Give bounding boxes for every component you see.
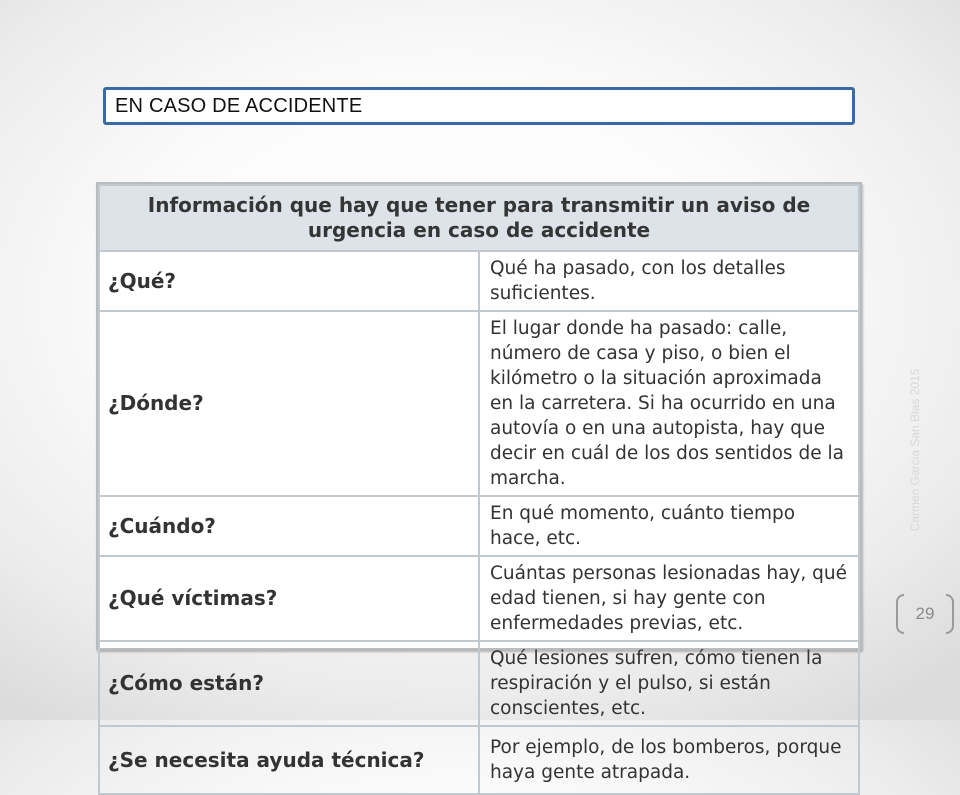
question-cell: ¿Dónde?: [99, 311, 479, 496]
answer-cell: Qué lesiones sufren, cómo tienen la respiración y el pulso, si están conscientes, etc.: [479, 641, 859, 726]
question-cell: ¿Cómo están?: [99, 641, 479, 726]
answer-cell: Por ejemplo, de los bomberos, porque haya gente atrapada.: [479, 726, 859, 794]
answer-cell: El lugar donde ha pasado: calle, número de casa y piso, o bien el kilómetro o la situación aproximada en la carretera. Si ha ocurrido en una autovía o en una autopista, hay que decir en cuál de los dos sentidos de la marcha.: [479, 311, 859, 496]
table-header: Información que hay que tener para transmitir un aviso de urgencia en caso de accidente: [99, 185, 859, 251]
table-row: [99, 556, 859, 641]
slide-title: EN CASO DE ACCIDENTE: [115, 94, 363, 117]
answer-cell: Cuántas personas lesionadas hay, qué edad tienen, si hay gente con enfermedades previas, etc.: [479, 556, 859, 641]
answer-cell: Qué ha pasado, con los detalles suficientes.: [479, 251, 859, 311]
question-cell: ¿Qué víctimas?: [99, 556, 479, 641]
table-row: [99, 251, 859, 311]
right-bracket-icon: [946, 594, 954, 634]
table-row: [99, 641, 859, 726]
table-row: [99, 726, 859, 794]
table-row: [99, 496, 859, 556]
page-number-badge: [896, 594, 954, 634]
page-number: 29: [915, 604, 935, 623]
info-table-image: [96, 182, 862, 783]
left-bracket-icon: [896, 594, 904, 634]
slide-title-box: [103, 87, 855, 125]
answer-cell: En qué momento, cuánto tiempo hace, etc.: [479, 496, 859, 556]
question-cell: ¿Se necesita ayuda técnica?: [99, 726, 479, 794]
table-row: [99, 311, 859, 496]
emergency-info-table: [98, 184, 860, 795]
table-header-row: [99, 185, 859, 251]
question-cell: ¿Qué?: [99, 251, 479, 311]
author-watermark: Carmen Garcia San Blas 2015: [908, 368, 922, 532]
question-cell: ¿Cuándo?: [99, 496, 479, 556]
